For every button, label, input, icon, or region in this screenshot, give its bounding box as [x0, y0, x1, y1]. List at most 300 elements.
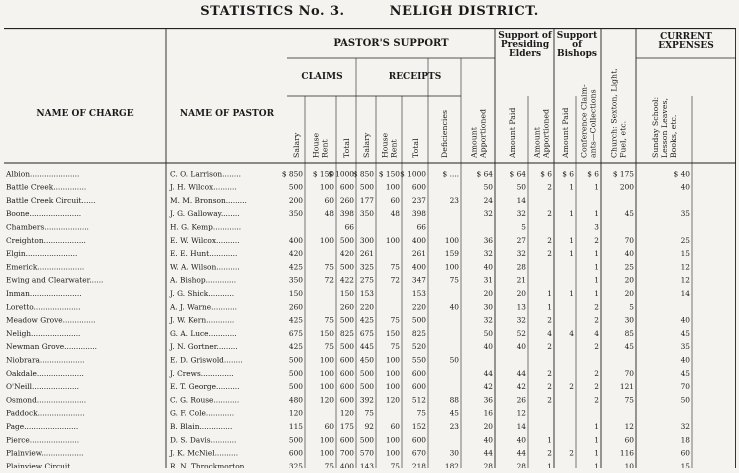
- cell-value: $ 175: [612, 169, 634, 179]
- cell-value: 35: [680, 209, 690, 219]
- pastor-name: J. N. Gortner.........: [170, 342, 238, 352]
- statistics-table: [4, 28, 736, 468]
- cell-value: 18: [680, 435, 690, 445]
- table-row: [6, 223, 599, 232]
- cell-value: 261: [359, 249, 374, 259]
- cell-value: 44: [483, 448, 493, 458]
- header-bishops-apportioned: Apportioned: [541, 109, 551, 158]
- cell-value: 1: [594, 422, 599, 431]
- cell-value: 75: [390, 461, 400, 468]
- cell-value: 20: [624, 289, 634, 298]
- cell-value: 42: [516, 382, 526, 392]
- cell-value: 12: [680, 275, 690, 285]
- cell-value: 153: [359, 289, 374, 298]
- cell-value: 175: [339, 422, 354, 431]
- cell-value: 23: [449, 195, 459, 205]
- cell-value: 100: [319, 235, 334, 245]
- cell-value: $ 850: [352, 169, 374, 179]
- pastor-name: R. N. Throckmorton....: [170, 461, 254, 468]
- cell-value: 32: [680, 422, 690, 431]
- cell-value: 600: [339, 435, 354, 445]
- cell-value: 60: [324, 195, 334, 205]
- cell-value: $ 64: [476, 169, 493, 179]
- charge-name: Battle Creek..............: [6, 182, 87, 192]
- cell-value: 70: [624, 368, 634, 378]
- cell-value: 32: [483, 209, 493, 219]
- cell-value: 675: [359, 328, 374, 338]
- charge-name: Plainview..................: [6, 448, 84, 458]
- header-claims-total: Total: [342, 138, 351, 158]
- header-receipts-salary: Salary: [362, 132, 371, 158]
- cell-value: 500: [339, 262, 354, 272]
- table-row: [6, 289, 690, 298]
- header-deficiencies: Deficiencies: [440, 109, 449, 158]
- pastor-name: J. G. Shick...........: [170, 289, 235, 298]
- cell-value: $ 6: [562, 169, 574, 179]
- cell-value: 260: [339, 195, 354, 205]
- table-row: [6, 356, 690, 365]
- cell-value: 72: [390, 275, 400, 285]
- cell-value: 42: [483, 382, 493, 392]
- cell-value: 28: [483, 461, 493, 468]
- table-headers: [36, 31, 713, 159]
- table-row: [6, 462, 690, 468]
- cell-value: 150: [385, 328, 400, 338]
- header-church-expenses: Church: Sexton, Light,: [609, 68, 619, 158]
- cell-value: 20: [516, 289, 526, 298]
- cell-value: 450: [359, 355, 374, 365]
- cell-value: 2: [547, 182, 552, 192]
- cell-value: 500: [359, 368, 374, 378]
- cell-value: 14: [516, 422, 526, 431]
- table-row: [6, 395, 690, 404]
- table-row: [6, 449, 690, 458]
- pastor-name: B. Blain..............: [170, 422, 233, 431]
- header-conference-claimants: Conference Claim-: [579, 84, 589, 158]
- cell-value: 5: [521, 222, 526, 232]
- cell-value: 36: [483, 395, 493, 405]
- charge-name: Pierce.....................: [6, 435, 80, 445]
- table-row: [6, 276, 690, 285]
- cell-value: 100: [319, 382, 334, 392]
- cell-value: $ 850: [281, 169, 303, 179]
- cell-value: 1: [547, 289, 552, 298]
- cell-value: 350: [359, 209, 374, 219]
- cell-value: 1: [594, 209, 599, 219]
- cell-value: 500: [339, 342, 354, 352]
- cell-value: 600: [411, 182, 426, 192]
- pastor-name: H. G. Kemp............: [170, 222, 242, 232]
- header-receipts-house-rent: House: [380, 132, 390, 158]
- cell-value: 70: [624, 235, 634, 245]
- header-current-expenses: CURRENT: [660, 32, 712, 42]
- cell-value: 100: [385, 368, 400, 378]
- cell-value: 75: [324, 461, 334, 468]
- cell-value: 44: [516, 368, 526, 378]
- cell-value: 12: [624, 422, 634, 431]
- charge-name: Loretto....................: [6, 302, 81, 312]
- table-row: [6, 342, 690, 351]
- header-receipts: RECEIPTS: [388, 72, 442, 82]
- cell-value: 200: [619, 182, 634, 192]
- cell-value: 70: [680, 382, 690, 392]
- cell-value: 40: [483, 435, 493, 445]
- pastor-name: J. Crews..............: [170, 368, 234, 378]
- cell-value: 2: [547, 209, 552, 219]
- pastor-name: A. Bishop.............: [170, 275, 237, 285]
- cell-value: 40: [680, 182, 690, 192]
- cell-value: 15: [680, 249, 690, 259]
- cell-value: 2: [547, 249, 552, 259]
- cell-value: 600: [339, 355, 354, 365]
- pastor-name: J. W. Kern............: [170, 315, 235, 325]
- cell-value: $ 64: [509, 169, 526, 179]
- cell-value: 500: [288, 382, 303, 392]
- charge-name: Elgin......................: [6, 249, 78, 259]
- header-name-of-charge: NAME OF CHARGE: [36, 109, 134, 119]
- cell-value: 20: [483, 289, 493, 298]
- cell-value: 100: [444, 262, 459, 272]
- pastor-name: D. S. Davis...........: [170, 435, 237, 445]
- cell-value: 150: [288, 289, 303, 298]
- cell-value: 75: [449, 275, 459, 285]
- cell-value: 4: [547, 328, 552, 338]
- cell-value: $ 1000: [328, 169, 354, 179]
- cell-value: 5: [629, 302, 634, 312]
- cell-value: 100: [385, 182, 400, 192]
- cell-value: 115: [288, 422, 303, 431]
- cell-value: 420: [288, 249, 303, 259]
- cell-value: 85: [624, 328, 634, 338]
- cell-value: 66: [416, 222, 426, 232]
- cell-value: $ 150: [378, 169, 400, 179]
- charge-name: Ewing and Clearwater......: [6, 275, 104, 285]
- pastor-name: E. T. George..........: [170, 382, 240, 392]
- cell-value: 700: [339, 448, 354, 458]
- cell-value: 512: [411, 395, 426, 405]
- cell-value: 100: [319, 355, 334, 365]
- cell-value: 24: [483, 195, 493, 205]
- table-body: [5, 169, 690, 468]
- header-sunday-school: Lesson Leaves,: [660, 98, 669, 158]
- cell-value: 400: [411, 262, 426, 272]
- cell-value: 50: [516, 182, 526, 192]
- cell-value: 500: [288, 368, 303, 378]
- cell-value: 600: [339, 395, 354, 405]
- cell-value: $ 150: [312, 169, 334, 179]
- cell-value: 36: [483, 235, 493, 245]
- cell-value: 13: [516, 302, 526, 312]
- charge-name: Osmond.....................: [6, 395, 87, 405]
- cell-value: 15: [680, 461, 690, 468]
- cell-value: 40: [624, 249, 634, 259]
- cell-value: 2: [547, 382, 552, 392]
- cell-value: $ 40: [673, 169, 690, 179]
- cell-value: 143: [359, 461, 374, 468]
- cell-value: 45: [624, 209, 634, 219]
- table-row: [5, 169, 690, 178]
- cell-value: 75: [324, 342, 334, 352]
- cell-value: 500: [359, 435, 374, 445]
- cell-value: 75: [416, 408, 426, 418]
- cell-value: 2: [594, 302, 599, 312]
- charge-name: Page.......................: [6, 422, 79, 431]
- charge-name: Meadow Grove..............: [6, 315, 96, 325]
- cell-value: 60: [680, 448, 690, 458]
- cell-value: 50: [483, 328, 493, 338]
- cell-value: 32: [483, 249, 493, 259]
- header-receipts-house-rent: Rent: [389, 139, 399, 158]
- cell-value: 30: [483, 302, 493, 312]
- cell-value: 445: [359, 342, 374, 352]
- cell-value: 500: [359, 182, 374, 192]
- charge-name: Boone......................: [6, 209, 82, 219]
- cell-value: 425: [288, 262, 303, 272]
- header-presiding-elders: Presiding: [500, 40, 550, 50]
- cell-value: 1: [569, 209, 574, 219]
- cell-value: 72: [324, 275, 334, 285]
- cell-value: 1: [547, 302, 552, 312]
- cell-value: 100: [385, 448, 400, 458]
- header-elders-paid: Amount Paid: [508, 107, 517, 158]
- cell-value: 92: [364, 422, 374, 431]
- header-claims-house-rent: House: [311, 132, 321, 158]
- charge-name: Albion.....................: [6, 169, 80, 179]
- cell-value: 275: [359, 275, 374, 285]
- pastor-name: E. W. Wilcox..........: [170, 235, 240, 245]
- cell-value: 40: [483, 262, 493, 272]
- cell-value: 45: [624, 342, 634, 352]
- cell-value: 40: [483, 342, 493, 352]
- cell-value: 500: [339, 315, 354, 325]
- cell-value: 177: [359, 195, 374, 205]
- cell-value: 600: [411, 435, 426, 445]
- cell-value: 1: [594, 182, 599, 192]
- cell-value: 600: [411, 382, 426, 392]
- charge-name: Niobrara...................: [6, 355, 85, 365]
- header-church-expenses: Fuel, etc.: [618, 120, 628, 158]
- cell-value: 2: [594, 382, 599, 392]
- cell-value: 1: [569, 249, 574, 259]
- header-pastors-support: PASTOR'S SUPPORT: [333, 38, 449, 49]
- cell-value: 675: [288, 328, 303, 338]
- table-row: [6, 422, 690, 431]
- cell-value: 75: [364, 408, 374, 418]
- cell-value: 40: [516, 342, 526, 352]
- cell-value: 425: [288, 342, 303, 352]
- cell-value: 2: [594, 235, 599, 245]
- cell-value: 75: [390, 262, 400, 272]
- cell-value: 237: [411, 195, 426, 205]
- header-bishops: Support: [556, 31, 598, 41]
- cell-value: 116: [619, 448, 634, 458]
- cell-value: 347: [411, 275, 426, 285]
- cell-value: 23: [449, 422, 459, 431]
- header-name-of-pastor: NAME OF PASTOR: [179, 109, 275, 119]
- charge-name: O'Neill....................: [6, 382, 80, 392]
- cell-value: 40: [680, 315, 690, 325]
- cell-value: 300: [359, 235, 374, 245]
- charge-name: Oakdale....................: [6, 368, 84, 378]
- cell-value: 45: [680, 368, 690, 378]
- cell-value: 425: [288, 315, 303, 325]
- table-row: [6, 409, 526, 418]
- cell-value: 60: [390, 195, 400, 205]
- cell-value: 350: [288, 209, 303, 219]
- cell-value: 159: [444, 249, 459, 259]
- cell-value: 400: [339, 461, 354, 468]
- cell-value: 35: [680, 342, 690, 352]
- header-bishops: of: [572, 40, 582, 50]
- cell-value: 392: [359, 395, 374, 405]
- header-current-expenses: EXPENSES: [658, 41, 714, 51]
- cell-value: 28: [516, 461, 526, 468]
- pastor-name: M. M. Bronson.........: [170, 195, 247, 205]
- header-receipts-total: Total: [411, 138, 420, 158]
- charge-name: Battle Creek Circuit......: [6, 195, 96, 205]
- cell-value: 10: [624, 461, 634, 468]
- cell-value: 120: [319, 395, 334, 405]
- table-row: [6, 196, 526, 205]
- pastor-name: E. D. Griswold........: [170, 355, 243, 365]
- cell-value: 28: [516, 262, 526, 272]
- cell-value: 350: [288, 275, 303, 285]
- cell-value: 75: [624, 395, 634, 405]
- table-row: [6, 183, 690, 192]
- charge-name: Paddock....................: [6, 408, 85, 418]
- cell-value: 40: [680, 355, 690, 365]
- cell-value: 1: [594, 289, 599, 298]
- cell-value: 100: [385, 435, 400, 445]
- header-bishops-apportioned: Amount: [532, 127, 542, 158]
- cell-value: 25: [680, 235, 690, 245]
- cell-value: 45: [449, 408, 459, 418]
- cell-value: 260: [339, 302, 354, 312]
- cell-value: 600: [339, 382, 354, 392]
- cell-value: 150: [339, 289, 354, 298]
- cell-value: 32: [516, 315, 526, 325]
- cell-value: 480: [288, 395, 303, 405]
- cell-value: 1: [594, 435, 599, 445]
- cell-value: 2: [547, 235, 552, 245]
- cell-value: 27: [516, 235, 526, 245]
- charge-name: Inman......................: [6, 289, 82, 298]
- header-bishops: Bishops: [557, 49, 597, 59]
- cell-value: 66: [344, 222, 354, 232]
- cell-value: 425: [359, 315, 374, 325]
- cell-value: 32: [516, 249, 526, 259]
- cell-value: 30: [624, 315, 634, 325]
- cell-value: 398: [339, 209, 354, 219]
- cell-value: 1: [569, 182, 574, 192]
- header-conference-claimants: ants—Collections: [588, 89, 598, 158]
- cell-value: 60: [624, 435, 634, 445]
- cell-value: 500: [288, 182, 303, 192]
- cell-value: 31: [483, 275, 493, 285]
- cell-value: 500: [288, 435, 303, 445]
- cell-value: 120: [339, 408, 354, 418]
- cell-value: 75: [324, 262, 334, 272]
- cell-value: 500: [359, 382, 374, 392]
- cell-value: $ 6: [587, 169, 599, 179]
- table-row: [6, 236, 690, 245]
- cell-value: 218: [411, 461, 426, 468]
- cell-value: 48: [324, 209, 334, 219]
- cell-value: 1: [594, 461, 599, 468]
- pastor-name: G. A. Luce............: [170, 328, 237, 338]
- cell-value: 2: [547, 448, 552, 458]
- cell-value: 2: [594, 315, 599, 325]
- cell-value: 30: [449, 448, 459, 458]
- header-presiding-elders: Support of: [498, 31, 552, 41]
- cell-value: 422: [339, 275, 354, 285]
- cell-value: 75: [324, 315, 334, 325]
- header-elders-apportioned: Apportioned: [478, 109, 488, 158]
- page-title: [0, 4, 739, 19]
- cell-value: 2: [594, 395, 599, 405]
- cell-value: 75: [390, 315, 400, 325]
- cell-value: 1: [547, 435, 552, 445]
- cell-value: 32: [483, 315, 493, 325]
- cell-value: 825: [339, 328, 354, 338]
- cell-value: 45: [680, 328, 690, 338]
- cell-value: 20: [624, 275, 634, 285]
- cell-value: 500: [288, 355, 303, 365]
- header-bishops-paid: Amount Paid: [561, 107, 570, 158]
- cell-value: 44: [483, 368, 493, 378]
- charge-name: Newman Grove..............: [6, 342, 98, 352]
- cell-value: 20: [483, 422, 493, 431]
- cell-value: 100: [319, 448, 334, 458]
- cell-value: 14: [680, 289, 690, 298]
- cell-value: 1: [547, 461, 552, 468]
- cell-value: 600: [339, 182, 354, 192]
- cell-value: 2: [547, 342, 552, 352]
- pastor-name: C. G. Rouse...........: [170, 395, 240, 405]
- cell-value: 600: [339, 368, 354, 378]
- cell-value: 21: [516, 275, 526, 285]
- cell-value: 1: [594, 448, 599, 458]
- cell-value: 600: [288, 448, 303, 458]
- header-claims-salary: Salary: [292, 132, 301, 158]
- cell-value: 500: [339, 235, 354, 245]
- table-row: [6, 209, 690, 218]
- cell-value: 50: [680, 395, 690, 405]
- cell-value: 420: [339, 249, 354, 259]
- cell-value: 325: [288, 461, 303, 468]
- cell-value: 260: [288, 302, 303, 312]
- cell-value: 44: [516, 448, 526, 458]
- pastor-name: C. O. Larrison........: [170, 169, 241, 179]
- cell-value: 3: [594, 222, 599, 232]
- cell-value: 2: [594, 342, 599, 352]
- table-row: [6, 435, 690, 444]
- pastor-name: J. G. Galloway........: [170, 209, 240, 219]
- cell-value: 150: [319, 328, 334, 338]
- cell-value: 570: [359, 448, 374, 458]
- cell-value: 200: [288, 195, 303, 205]
- header-claims-house-rent: Rent: [320, 139, 330, 158]
- cell-value: 32: [516, 209, 526, 219]
- cell-value: 100: [385, 355, 400, 365]
- cell-value: 52: [516, 328, 526, 338]
- cell-value: 12: [680, 262, 690, 272]
- charge-name: Creighton..................: [6, 235, 86, 245]
- cell-value: 220: [411, 302, 426, 312]
- pastor-name: J. K. McNiel..........: [170, 448, 239, 458]
- cell-value: 100: [385, 235, 400, 245]
- cell-value: 261: [411, 249, 426, 259]
